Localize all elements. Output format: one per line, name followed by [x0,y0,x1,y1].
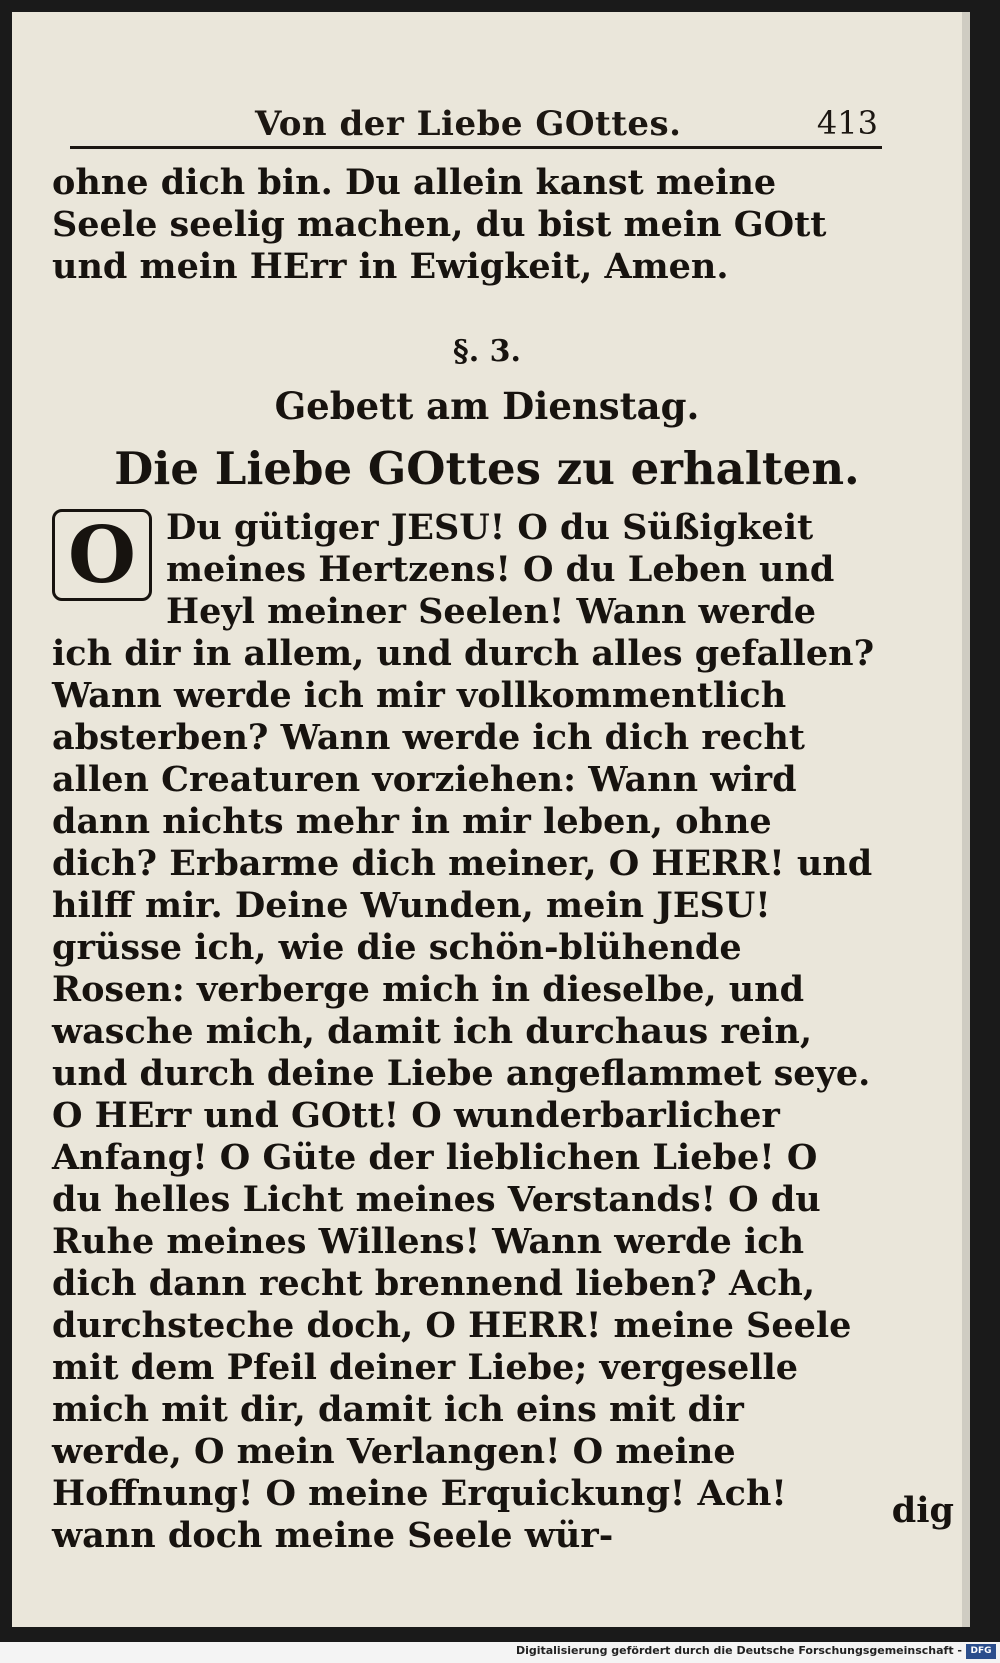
book-page [12,12,970,1627]
section-number: §. 3. [453,334,521,369]
dfg-logo-icon: DFG [966,1644,996,1659]
catchword: dig [891,1490,954,1531]
footer-credit: Digitalisierung gefördert durch die Deutsche Forschungsgemeinschaft - [515,1644,962,1657]
prayer-text: Du gütiger JESU! O du Süßigkeit meines Hertzens! O du Leben und Heyl meiner Seelen! Wann werde ich dir in allem, und durch alles gefallen? Wann werde ich mir vollkommentlich absterben? Wann werde ich dich recht allen Creaturen vorziehen: Wann wird dann nichts mehr in mir leben, ohne dich? Erbarme dich meiner, O HERR! und hilff mir. Deine Wunden, mein JESU! grüsse ich, wie die schön-blühende Rosen: verberge mich in dieselbe, und wasche mich, damit ich durchaus rein, und durch deine Liebe angeflammet seye. O HErr und GOtt! O wunderbarlicher Anfang! O Güte der lieblichen Liebe! O du helles Licht meines Verstands! O du Ruhe meines Willens! Wann werde ich dich dann recht brennend lieben? Ach, durchsteche doch, O HERR! meine Seele mit dem Pfeil deiner Liebe; vergeselle mich mit dir, damit ich eins mit dir werde, O mein Verlangen! O meine Hoffnung! O meine Erquickung! Ach! wann doch meine Seele wür- [52,507,875,1556]
digitization-footer [0,1642,1000,1663]
page-number: 413 [816,104,878,142]
running-title: Von der Liebe GOttes. [255,104,682,144]
ornamental-initial: O [52,509,152,601]
section-subheading: Die Liebe GOttes zu erhalten. [114,442,860,495]
continuation-paragraph: ohne dich bin. Du allein kanst meine Seele seelig machen, du bist mein GOtt und mein HErr in Ewigkeit, Amen. [52,162,827,287]
prayer-paragraph [52,507,877,1557]
page-header [70,100,882,150]
header-rule [70,146,882,149]
section-heading: Gebett am Dienstag. [274,384,700,428]
